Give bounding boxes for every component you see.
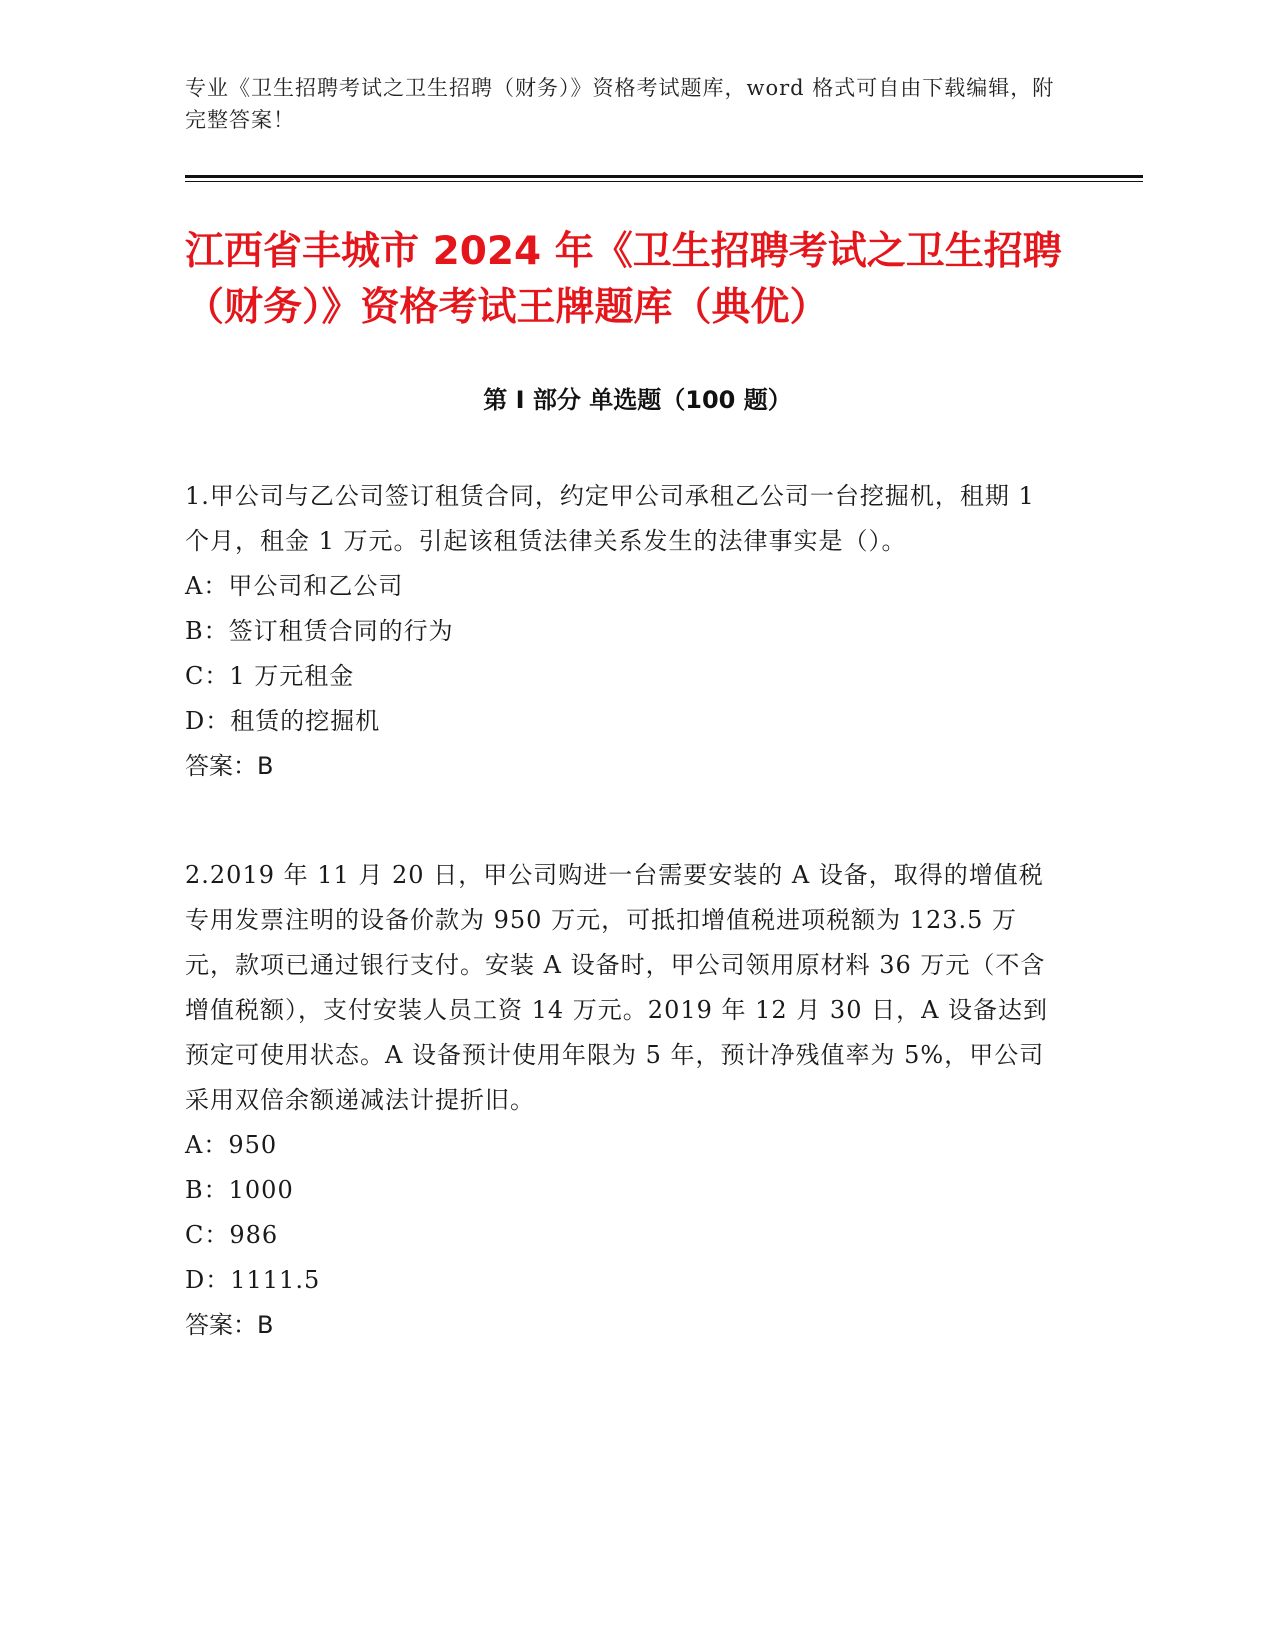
option-d: D：租赁的挖掘机 — [185, 707, 381, 735]
option-c: C：1 万元租金 — [185, 662, 355, 690]
question-1 — [185, 474, 1065, 789]
answer: 答案：B — [185, 752, 274, 780]
header-divider-thick — [185, 175, 1143, 178]
question-2 — [185, 853, 1065, 1348]
question-stem: 2.2019 年 11 月 20 日，甲公司购进一台需要安装的 A 设备，取得的增值税专用发票注明的设备价款为 950 万元，可抵扣增值税进项税额为 123.5 万元，款项已通过银行支付。安装 A 设备时，甲公司领用原材料 36 万元（不含增值税额），支付安装人员工资 14 万元。2019 年 12 月 30 日，A 设备达到预定可使用状态。A 设备预计使用年限为 5 年，预计净残值率为 5%，甲公司采用双倍余额递减法计提折旧。 — [185, 861, 1049, 1114]
answer: 答案：B — [185, 1311, 274, 1339]
question-stem: 1.甲公司与乙公司签订租赁合同，约定甲公司承租乙公司一台挖掘机，租期 1 个月，租金 1 万元。引起该租赁法律关系发生的法律事实是（）。 — [185, 482, 1035, 555]
header-note: 专业《卫生招聘考试之卫生招聘（财务）》资格考试题库，word 格式可自由下载编辑，附完整答案！ — [185, 76, 1055, 132]
option-a: A：甲公司和乙公司 — [185, 572, 404, 600]
document-title: 江西省丰城市 2024 年《卫生招聘考试之卫生招聘（财务）》资格考试王牌题库（典优） — [185, 229, 1062, 330]
option-a: A：950 — [185, 1131, 278, 1159]
option-b: B：签订租赁合同的行为 — [185, 617, 454, 645]
option-c: C：986 — [185, 1221, 279, 1249]
option-d: D：1111.5 — [185, 1266, 321, 1294]
option-b: B：1000 — [185, 1176, 294, 1204]
section-heading: 第 I 部分 单选题（100 题） — [483, 386, 792, 414]
header-divider-thin — [185, 181, 1143, 182]
